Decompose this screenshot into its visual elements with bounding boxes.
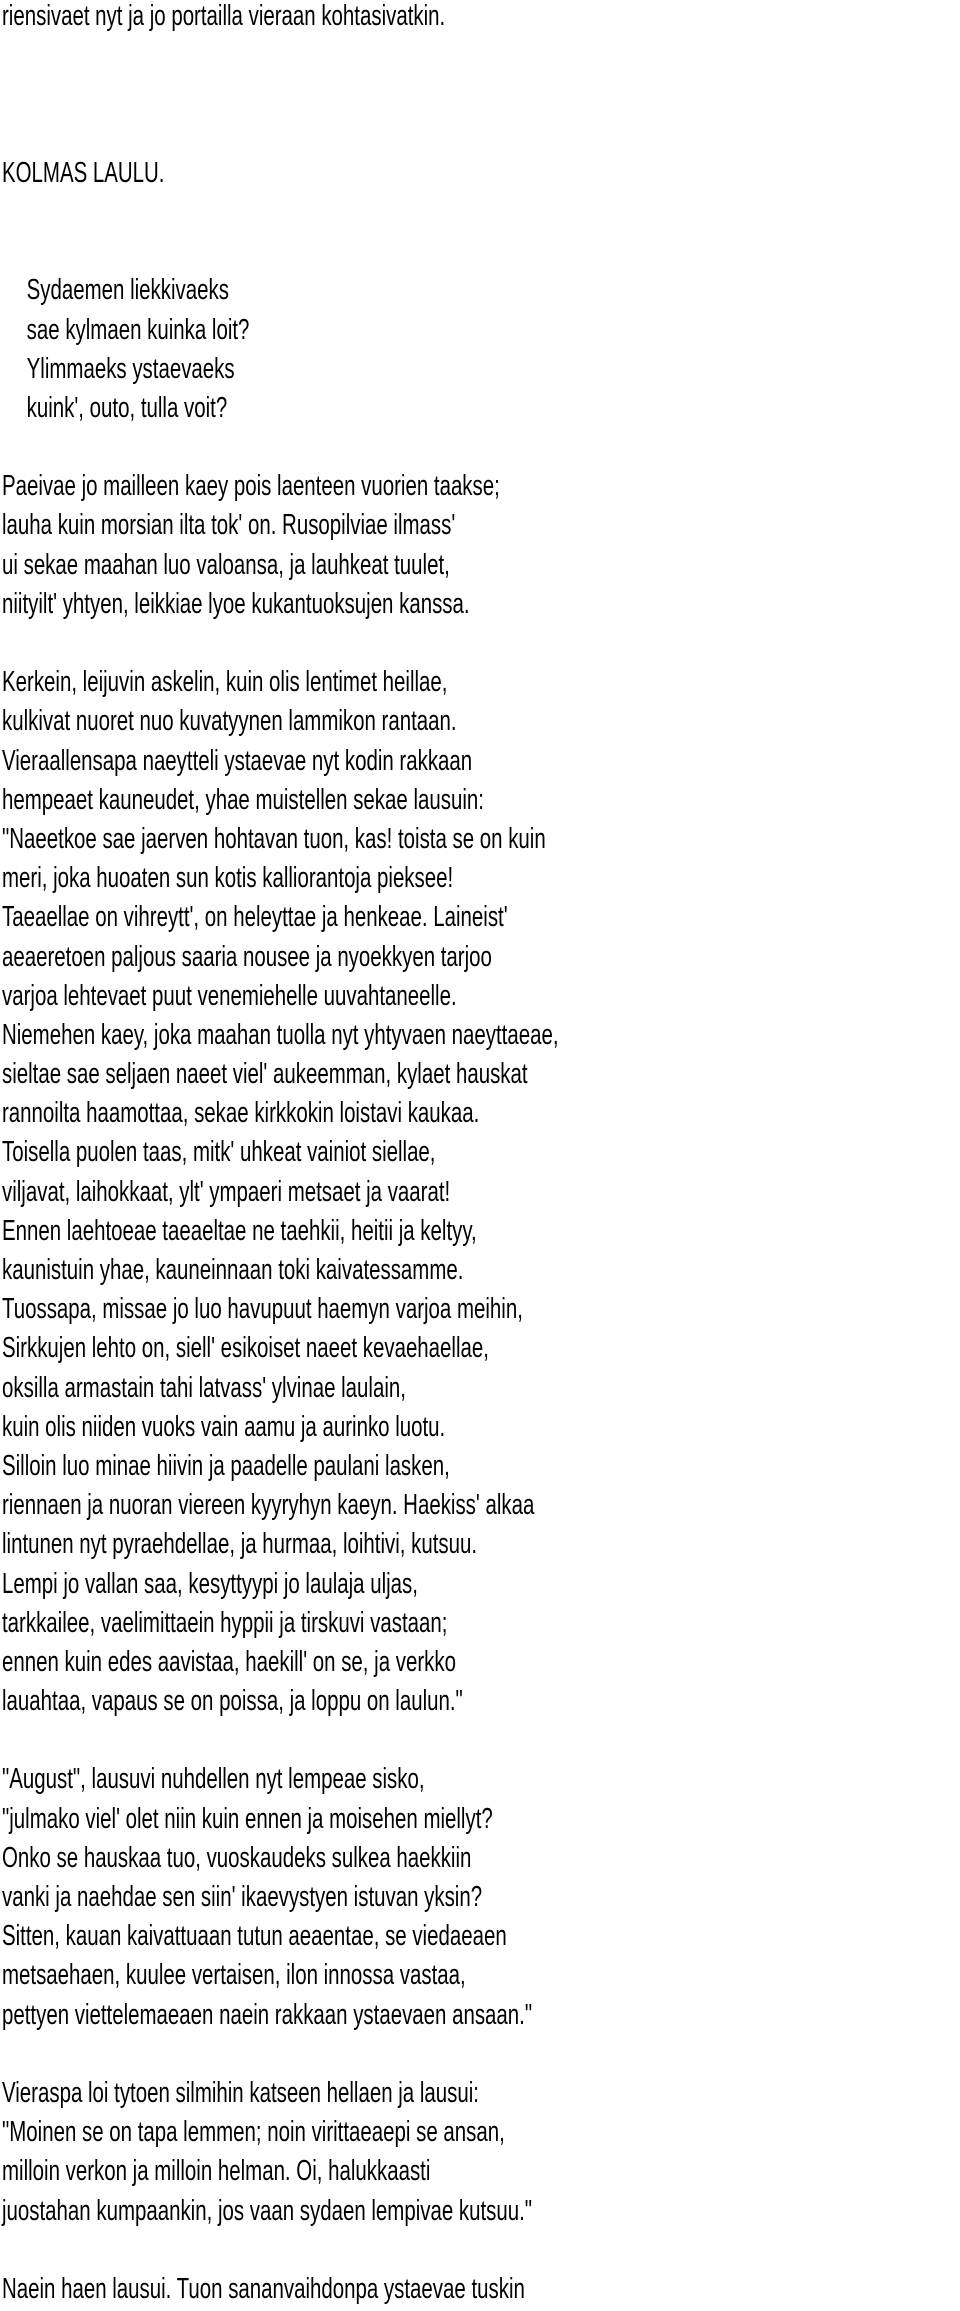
verse-line: Ylimmaeks ystaevaeks bbox=[26, 352, 235, 385]
text-line: Taeaellae on vihreytt', on heleyttae ja henkeae. Laineist' bbox=[2, 901, 508, 934]
text-line: ui sekae maahan luo valoansa, ja lauhkeat tuulet, bbox=[2, 548, 450, 581]
text-line: "Moinen se on tapa lemmen; noin virittaeaepi se ansan, bbox=[2, 2116, 505, 2149]
text-line: Toisella puolen taas, mitk' uhkeat vainiot siellae, bbox=[2, 1136, 436, 1169]
text-line: Niemehen kaey, joka maahan tuolla nyt yhtyvaen naeyttaeae, bbox=[2, 1018, 559, 1051]
text-line: niityilt' yhtyen, leikkiae lyoe kukantuoksujen kanssa. bbox=[2, 587, 470, 620]
blank-line bbox=[2, 1721, 960, 1760]
text-line: aeaeretoen paljous saaria nousee ja nyoekkyen tarjoo bbox=[2, 940, 492, 973]
blank-line bbox=[2, 193, 960, 232]
text-line: "August", lausuvi nuhdellen nyt lempeae sisko, bbox=[2, 1763, 425, 1796]
blank-line bbox=[2, 115, 960, 154]
text-line: metsaehaen, kuulee vertaisen, ilon innossa vastaa, bbox=[2, 1959, 466, 1992]
text-line: Tuossapa, missae jo luo havupuut haemyn varjoa meihin, bbox=[2, 1293, 523, 1326]
text-line: kuin olis niiden vuoks vain aamu ja aurinko luotu. bbox=[2, 1410, 446, 1443]
text-line: riennaen ja nuoran viereen kyyryhyn kaeyn. Haekiss' alkaa bbox=[2, 1489, 535, 1522]
text-line: kulkivat nuoret nuo kuvatyynen lammikon rantaan. bbox=[2, 705, 457, 738]
text-line: juostahan kumpaankin, jos vaan sydaen lempivae kutsuu." bbox=[2, 2194, 533, 2227]
blank-line bbox=[2, 624, 960, 663]
text-line: viljavat, laihokkaat, ylt' ympaeri metsaet ja vaarat! bbox=[2, 1175, 451, 1208]
text-line: Silloin luo minae hiivin ja paadelle paulani lasken, bbox=[2, 1449, 450, 1482]
text-line: lauha kuin morsian ilta tok' on. Rusopilviae ilmass' bbox=[2, 509, 456, 542]
text-line: oksilla armastain tahi latvass' ylvinae laulain, bbox=[2, 1371, 406, 1404]
text-line: Sirkkujen lehto on, siell' esikoiset naeet kevaehaellae, bbox=[2, 1332, 489, 1365]
text-line: Ennen laehtoeae taeaeltae ne taehkii, heitii ja keltyy, bbox=[2, 1214, 477, 1247]
blank-line bbox=[2, 2231, 960, 2270]
text-line: sieltae sae seljaen naeet viel' aukeemman, kylaet hauskat bbox=[2, 1058, 528, 1091]
blank-line bbox=[2, 75, 960, 114]
section-heading: KOLMAS LAULU. bbox=[2, 156, 165, 189]
text-line: milloin verkon ja milloin helman. Oi, halukkaasti bbox=[2, 2155, 431, 2188]
text-line: kaunistuin yhae, kauneinnaan toki kaivatessamme. bbox=[2, 1254, 464, 1286]
document-body bbox=[2, 0, 960, 2309]
text-line: "Naeetkoe sae jaerven hohtavan tuon, kas! toista se on kuin bbox=[2, 822, 546, 855]
blank-line bbox=[2, 2035, 960, 2074]
text-line: lintunen nyt pyraehdellae, ja hurmaa, loihtivi, kutsuu. bbox=[2, 1528, 478, 1561]
blank-line bbox=[2, 36, 960, 75]
text-line: pettyen viettelemaeaen naein rakkaan ystaevaen ansaan." bbox=[2, 1998, 533, 2031]
text-line: Vieraallensapa naeytteli ystaevae nyt kodin rakkaan bbox=[2, 744, 473, 777]
verse-line: kuink', outo, tulla voit? bbox=[26, 391, 228, 424]
verse-line: Sydaemen liekkivaeks bbox=[26, 274, 229, 307]
text-line: "julmako viel' olet niin kuin ennen ja moisehen miellyt? bbox=[2, 1802, 493, 1835]
blank-line bbox=[2, 428, 960, 467]
text-line: Lempi jo vallan saa, kesyttyypi jo laulaja uljas, bbox=[2, 1567, 418, 1600]
text-line: Kerkein, leijuvin askelin, kuin olis lentimet heillae, bbox=[2, 666, 448, 699]
text-line: Sitten, kauan kaivattuaan tutun aeaentae, se viedaeaen bbox=[2, 1920, 507, 1953]
text-line: lauahtaa, vapaus se on poissa, ja loppu on laulun." bbox=[2, 1685, 463, 1718]
text-line: Paeivae jo mailleen kaey pois laenteen vuorien taakse; bbox=[2, 470, 500, 503]
text-line: tarkkailee, vaelimittaein hyppii ja tirskuvi vastaan; bbox=[2, 1606, 448, 1639]
text-line: Onko se hauskaa tuo, vuoskaudeks sulkea haekkiin bbox=[2, 1841, 472, 1874]
text-line: vanki ja naehdae sen siin' ikaevystyen istuvan yksin? bbox=[2, 1881, 483, 1913]
text-line: ennen kuin edes aavistaa, haekill' on se, ja verkko bbox=[2, 1645, 456, 1678]
text-line: meri, joka huoaten sun kotis kalliorantoja pieksee! bbox=[2, 862, 454, 895]
text-line: hempeaet kauneudet, yhae muistellen sekae lausuin: bbox=[2, 783, 484, 816]
text-line: Naein haen lausui. Tuon sananvaihdonpa ystaevae tuskin bbox=[2, 2272, 525, 2305]
text-line: varjoa lehtevaet puut venemiehelle uuvahtaneelle. bbox=[2, 979, 457, 1012]
blank-line bbox=[2, 232, 960, 271]
text-line: riensivaet nyt ja jo portailla vieraan kohtasivatkin. bbox=[2, 0, 446, 32]
text-line: Vieraspa loi tytoen silmihin katseen hellaen ja lausui: bbox=[2, 2076, 479, 2109]
text-line: rannoilta haamottaa, sekae kirkkokin loistavi kaukaa. bbox=[2, 1097, 480, 1130]
verse-line: sae kylmaen kuinka loit? bbox=[26, 313, 250, 346]
